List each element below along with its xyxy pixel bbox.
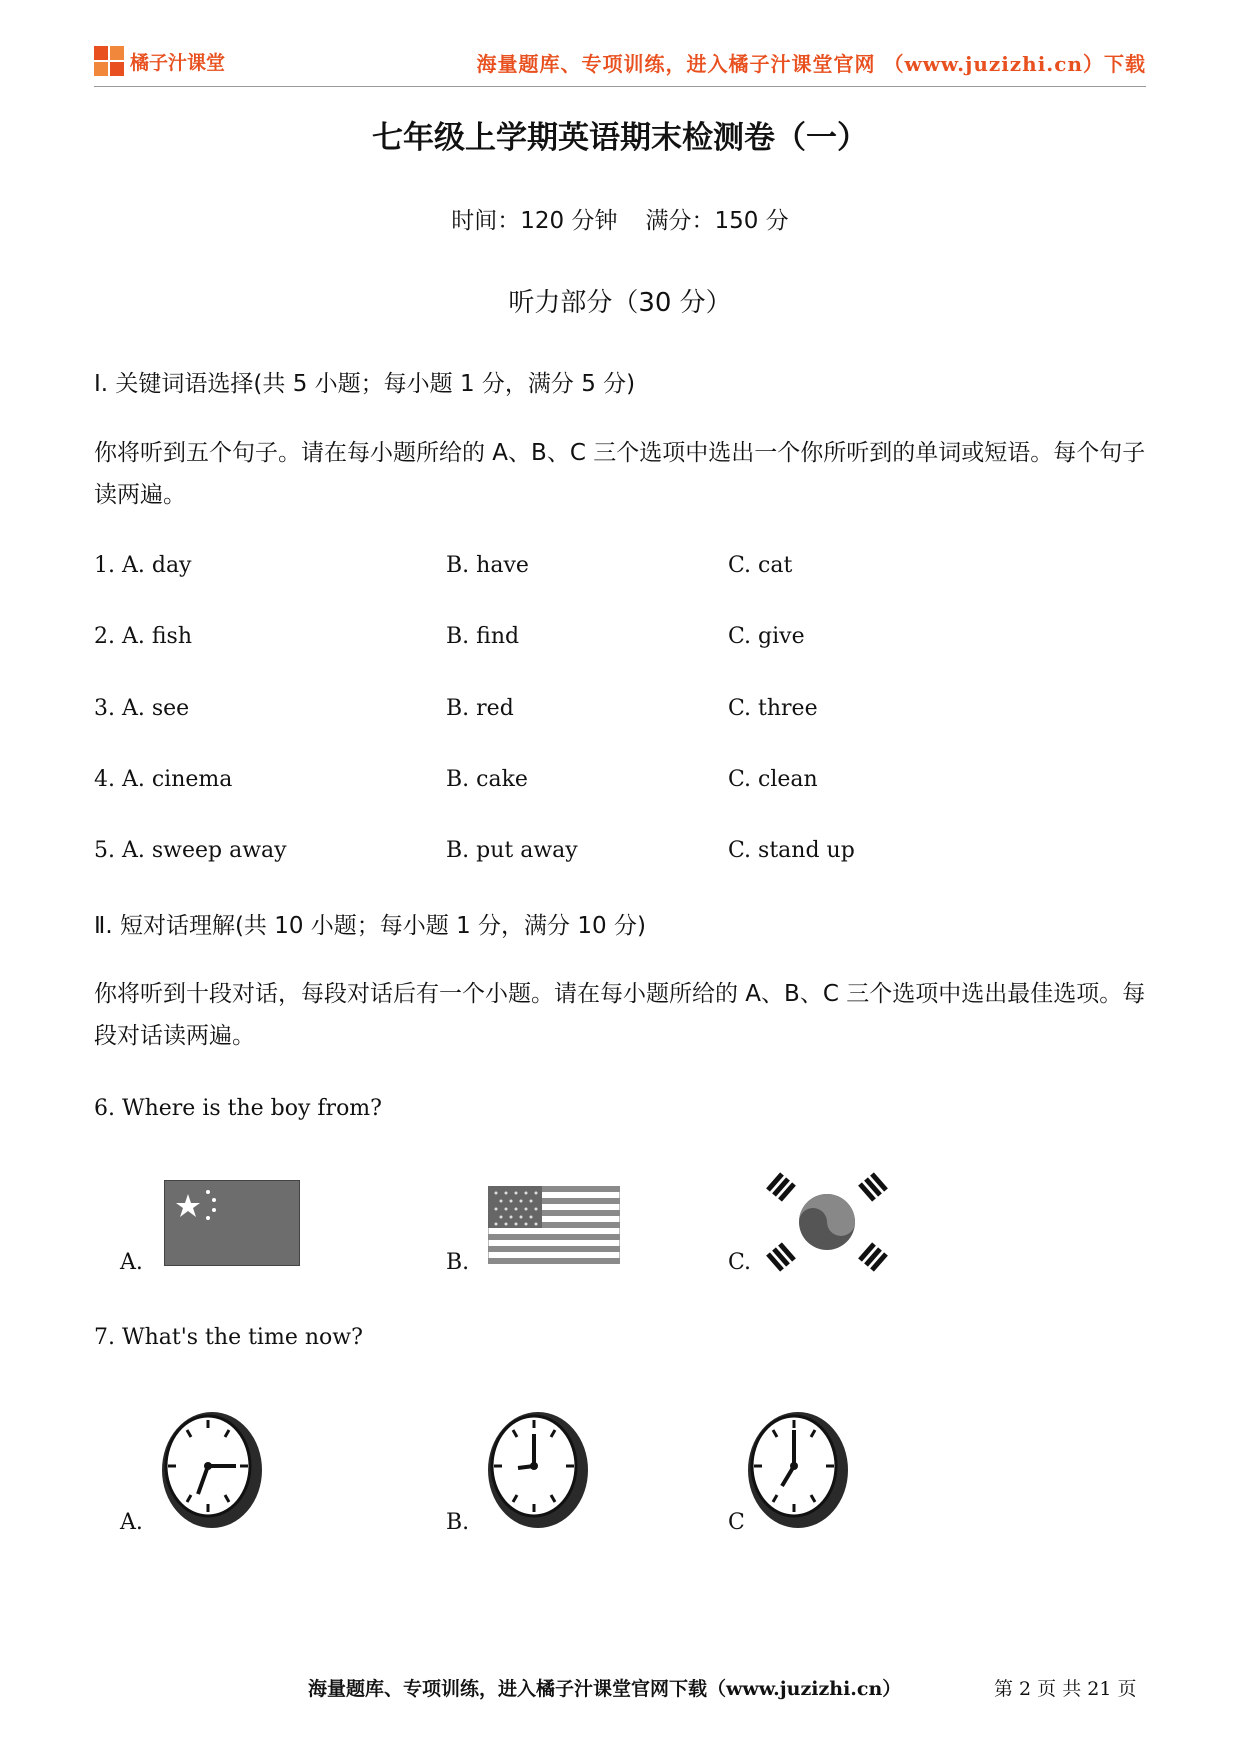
question-row [94,838,1146,872]
logo-icon [94,46,124,76]
section1-instructions: 你将听到五个句子。请在每小题所给的 A、B、C 三个选项中选出一个你所听到的单词或短语。每个句子读两遍。 [94,440,1146,508]
option-b: B. put away [446,838,578,863]
clock-icon-c [744,1406,852,1530]
option-b: B. find [446,624,520,649]
option-c: C. give [728,624,805,649]
section1-heading: Ⅰ. 关键词语选择(共 5 小题；每小题 1 分，满分 5 分) [94,371,636,397]
page-number: 第 2 页 共 21 页 [994,1678,1137,1700]
clock-icon-b [484,1406,592,1530]
question-row [94,767,1146,801]
korea-flag-icon [760,1170,894,1274]
header-slogan[interactable]: 海量题库、专项训练，进入橘子汁课堂官网 （www.juzizhi.cn）下载 [476,52,1146,76]
question-6-text: 6. Where is the boy from? [94,1096,382,1121]
question-7-text: 7. What's the time now? [94,1325,363,1350]
question-row [94,696,1146,730]
exam-score: 满分：150 分 [645,208,789,234]
option-c: C. clean [728,767,818,792]
option-a: 4. A. cinema [94,767,233,792]
option-a: 1. A. day [94,553,192,578]
brand-logo[interactable] [94,46,225,76]
q7-option-c-label: C [728,1510,745,1535]
option-c: C. three [728,696,818,721]
page-footer [0,1674,1240,1704]
section2-instructions: 你将听到十段对话，每段对话后有一个小题。请在每小题所给的 A、B、C 三个选项中选出最佳选项。每段对话读两遍。 [94,981,1146,1049]
q6-option-c-label: C. [728,1250,752,1275]
option-c: C. cat [728,553,793,578]
question-row [94,624,1146,658]
exam-meta [0,202,1240,235]
option-b: B. have [446,553,529,578]
q7-option-b-label: B. [446,1510,470,1535]
exam-title: 七年级上学期英语期末检测卷（一） [372,120,868,156]
section2-heading: Ⅱ. 短对话理解(共 10 小题；每小题 1 分，满分 10 分) [94,913,646,939]
q6-option-a-label: A. [120,1250,143,1275]
option-b: B. cake [446,767,528,792]
footer-slogan[interactable]: 海量题库、专项训练，进入橘子汁课堂官网下载（www.juzizhi.cn） [308,1678,902,1700]
logo-text: 橘子汁课堂 [130,51,226,74]
clock-icon-a [158,1406,266,1530]
option-b: B. red [446,696,514,721]
page-header [94,40,1146,87]
option-a: 3. A. see [94,696,190,721]
part-title: 听力部分（30 分） [508,288,732,318]
option-a: 2. A. fish [94,624,192,649]
china-flag-icon [164,1180,300,1266]
option-c: C. stand up [728,838,855,863]
option-a: 5. A. sweep away [94,838,287,863]
usa-flag-icon [488,1186,620,1264]
q6-option-b-label: B. [446,1250,470,1275]
q7-option-a-label: A. [120,1510,143,1535]
exam-time: 时间：120 分钟 [451,208,618,234]
question-row [94,553,1146,587]
